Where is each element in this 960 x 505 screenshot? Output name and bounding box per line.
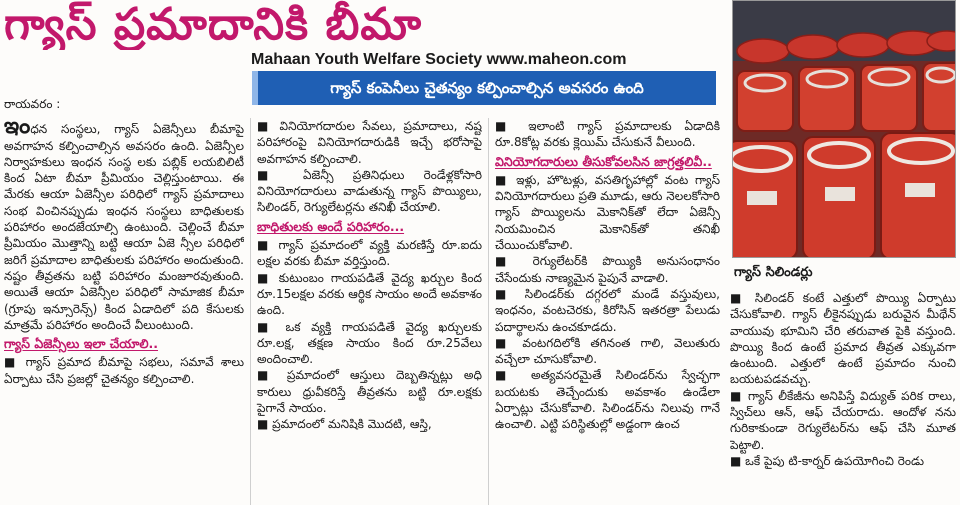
headline: గ్యాస్ ప్రమాదానికి బీమా [4,0,423,50]
gas-cylinders-photo [732,0,956,258]
dateline: రాయవరం : [4,97,61,111]
article-column-4 [730,290,956,505]
paragraph: ■ ఇళ్లు, హొటళ్లు, వసతిగృహాల్లో వంట గ్యాస్ వినియోగదారులు ప్రతి మూడు, ఆరు నెలలకోసారి గ్యాస్ పొయ్యిలను మెకానిక్‌తో లేదా ఏజెన్సీ నియమించిన మెకానిక్‌తో తనిఖీ చేయించుకోవాలి. [495,172,720,253]
paragraph: ■ అత్యవసరమైతే సిలిండర్‌ను స్వేచ్ఛగా బయటకు తెచ్చేందుకు అవకాశం ఉండేలా ఏర్పాట్లు చేసుకోవాలి. సిలిండర్‌ను నిలువు గానే ఉంచాలి. ఎట్టి పరిస్థితుల్లో అడ్డంగా ఉంచ [495,368,720,432]
paragraph: ■ రెగ్యులేటర్‌కి పొయ్యికి అనుసంధానం చేసేందుకు నాణ్యమైన పైపునే వాడాలి. [495,254,720,285]
paragraph: ■ వినియోగదారుల సేవలు, ప్రమాదాలు, నష్ట పరిహారంపై వినియోగదారుడికి ఇచ్చే భరోసాపై అవగాహన కల్పించాలి. [257,119,482,166]
paragraph: ■ ఒక వ్యక్తి గాయపడితే వైద్య ఖర్చులకు రూ.లక్ష, తక్షణ సాయం కింద రూ.25వేలు అందించాలి. [257,319,482,367]
paragraph: ■ గ్యాస్ ప్రమాద బీమాపై సభలు, సమావే శాలు ఏర్పాటు చేసి ప్రజల్లో చైతన్యం కల్పించాలి. [4,355,244,386]
paragraph: ■ గ్యాస్ ప్రమాదంలో వ్యక్తి మరణిస్తే రూ.ఐదు లక్షల వరకు బీమా వర్తిస్తుంది. [257,238,482,269]
paragraph: ■ వంటగదిలోకి తగినంత గాలి, వెలుతురు వచ్చేలా చూసుకోవాలి. [495,335,720,367]
drop-cap: ఇం [4,114,31,140]
watermark: Mahaan Youth Welfare Society www.maheon.com [251,51,627,68]
paragraph: ■ ఏజెన్సీ ప్రతినిధులు రెండేళ్లకోసారి వినియోగదారులు వాడుతున్న గ్యాస్ పొయ్యిలు, సిలిండర్, రెగ్యులేటర్లను తనిఖీ చేయాలి. [257,167,482,215]
section-heading-compensation: బాధితులకు అందే పరిహారం... [257,218,405,234]
paragraph: ■ ప్రమాదంలో ఆస్తులు దెబ్బతిన్నట్లు అధి కారులు ధ్రువీకరిస్తే తీవ్రతను బట్టి రూ.లక్షకు పైగానే సాయం. [257,368,482,416]
article-column-1 [4,96,244,505]
paragraph: ■ సిలిండర్ కంటే ఎత్తులో పొయ్యి ఏర్పాటు చేసుకోవాలి. గ్యాస్ లీకైనప్పుడు బరువైన మీథేన్ వాయువు భూమిని చేరి తరువాత పైకి వస్తుంది. పొయ్యి కింద ఉంటే ప్రమాద తీవ్రత ఎక్కువగా ఉంటుంది. ఎత్తులో ఉంటే ప్రమాదం నుంచి బయటపడవచ్చు. [730,291,956,387]
subheadline-banner: గ్యాస్ కంపెనీలు చైతన్యం కల్పించాల్సిన అవసరం ఉంది [252,71,716,105]
article-column-2 [250,118,482,505]
paragraph: ■ గ్యాస్ లీకేజీను అనిపిస్తే విద్యుత్ పరిక రాలు, స్విచ్‌లు ఆన్, ఆఫ్ చేయరాదు. ఆందోళ నను గురికాకుండా రెగ్యులేటర్‌ను ఆఫ్ చేసి మూత పెట్టాలి. [730,388,956,452]
lead-text: ధన సంస్థలు, గ్యాస్ ఏజెన్సీలు బీమాపై అవగాహన కల్పించాల్సిన అవసరం ఉంది. ఏజెన్సీల నిర్వాహకులు ఇంధన సంస్థ లకు పబ్లిక్ లయబిలిటీ కింద ఏటా బీమా ప్రీమియం చెల్లిస్తుంటాయి. ఈ మేరకు ఆయా ఏజెన్సీల పరిధిలో గ్యాస్ ప్రమాదాలు సంభ వించినప్పుడు ఇంధన సంస్థలు బాధితులకు పరిహారం అందజేయాల్సి ఉంటుంది. చెల్లించే బీమా ప్రీమియం మొత్తాన్ని బట్టి ఆయా ఏజె న్సీల పరిధిలో జరిగే ప్రమాదాల బాధితులకు పరిహారం అందుతుంది. నష్టం తీవ్రతను బట్టి పరిహారం మంజూరవుతుంది. అయితే ఆయా ఏజెన్సీల పరిధిలో సామాజిక బీమా (గ్రూపు ఇన్సూరెన్స్) కింద ఏడాదిలో పది కేసులకు మాత్రమే పరిహారం అందించే వీలుంటుంది. [4,122,244,332]
photo-caption: గ్యాస్ సిలిండర్లు [734,265,813,280]
paragraph: ■ ఇలాంటి గ్యాస్ ప్రమాదాలకు ఏడాదికి రూ.8కోట్ల వరకు క్లెయిమ్ చేసుకునే వీలుంది. [495,119,720,150]
article-column-3 [488,118,720,505]
paragraph: ■ ఒకే పైపు టి-కార్నర్ ఉపయోగించి రెండు [730,453,924,468]
lead-paragraph [4,114,244,333]
paragraph: ■ ప్రమాదంలో మనిషికి మొదటి, ఆస్తి, [257,417,432,432]
section-heading-agencies: గ్యాస్ ఏజెన్సీలు ఇలా చేయాలి.. [4,336,159,352]
cylinders-illustration [733,1,956,258]
paragraph: ■ సిలిండర్‌కు దగ్గరలో మండే వస్తువులు, ఇంధనం, వంటచెరకు, కిరోసిన్ ఇతరత్రా పేలుడు పదార్థాలను ఉంచకూడదు. [495,286,720,334]
section-heading-precautions: వినియోగదారులు తీసుకోవలసిన జాగ్రత్తలివీ.. [495,153,712,169]
paragraph: ■ కుటుంబం గాయపడితే వైద్య ఖర్చుల కింద రూ.15లక్షల వరకు ఆర్థిక సాయం అందే అవకాశం ఉంది. [257,270,482,318]
